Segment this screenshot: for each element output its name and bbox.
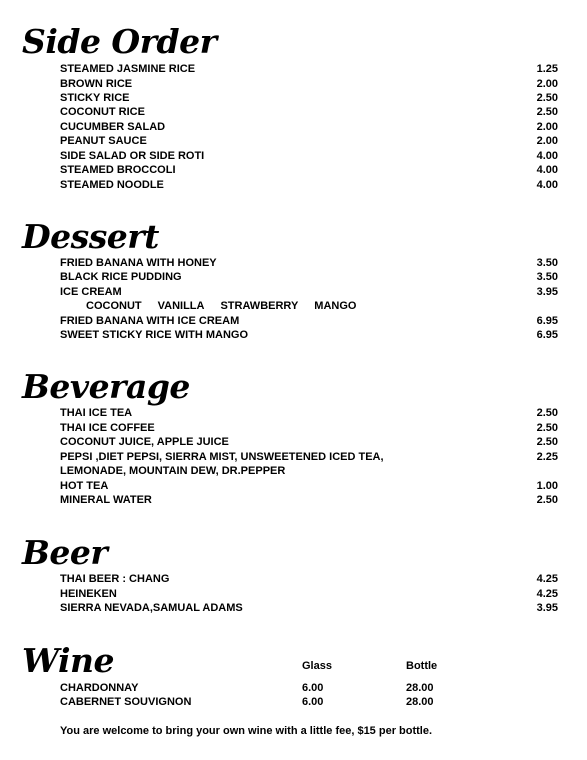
wine-bottle-price: 28.00 xyxy=(406,696,434,708)
item-name: LEMONADE, MOUNTAIN DEW, DR.PEPPER xyxy=(60,465,286,477)
menu-item xyxy=(60,587,558,602)
item-price: 4.00 xyxy=(536,179,558,191)
item-name: SIERRA NEVADA,SAMUAL ADAMS xyxy=(60,602,243,614)
wine-glass-header: Glass xyxy=(302,660,332,672)
item-price: 3.50 xyxy=(536,257,558,269)
item-price: 3.50 xyxy=(536,271,558,283)
menu-item xyxy=(60,270,558,285)
item-name: THAI BEER : CHANG xyxy=(60,573,170,585)
item-name: COCONUT RICE xyxy=(60,106,145,118)
item-price: 6.95 xyxy=(536,315,558,327)
menu-item xyxy=(60,328,558,343)
item-price: 1.00 xyxy=(536,480,558,492)
item-price: 3.95 xyxy=(536,602,558,614)
side-order-heading: Side Order xyxy=(22,22,217,61)
wine-glass-price: 6.00 xyxy=(302,682,324,694)
wine-name: CABERNET SOUVIGNON xyxy=(60,696,192,708)
wine-glass-price: 6.00 xyxy=(302,696,324,708)
dessert-heading: Dessert xyxy=(22,217,159,256)
item-price: 4.25 xyxy=(536,588,558,600)
menu-item xyxy=(60,285,558,300)
menu-item xyxy=(60,91,558,106)
wine-heading: Wine xyxy=(22,641,115,680)
item-name: HEINEKEN xyxy=(60,588,117,600)
menu-item xyxy=(60,572,558,587)
item-name: ICE CREAM xyxy=(60,286,122,298)
item-name: STEAMED JASMINE RICE xyxy=(60,63,196,75)
beer-heading: Beer xyxy=(22,533,108,572)
item-name: SWEET STICKY RICE WITH MANGO xyxy=(60,329,249,341)
menu-item xyxy=(60,406,558,421)
menu-item xyxy=(60,464,558,479)
item-price: 2.00 xyxy=(536,135,558,147)
wine-name: CHARDONNAY xyxy=(60,682,139,694)
item-price: 2.50 xyxy=(536,422,558,434)
item-price: 4.00 xyxy=(536,164,558,176)
item-name: THAI ICE COFFEE xyxy=(60,422,155,434)
menu-item xyxy=(60,421,558,436)
beverage-heading: Beverage xyxy=(22,367,190,406)
item-name: PEPSI ,DIET PEPSI, SIERRA MIST, UNSWEETENED ICED TEA, xyxy=(60,451,384,463)
wine-bottle-price: 28.00 xyxy=(406,682,434,694)
menu-item xyxy=(60,149,558,164)
item-price: 1.25 xyxy=(536,63,558,75)
item-name: FRIED BANANA WITH ICE CREAM xyxy=(60,315,240,327)
item-name: COCONUT JUICE, APPLE JUICE xyxy=(60,436,229,448)
item-price: 2.50 xyxy=(536,106,558,118)
item-name: SIDE SALAD OR SIDE ROTI xyxy=(60,150,205,162)
flavor: STRAWBERRY xyxy=(220,300,299,312)
item-name: STICKY RICE xyxy=(60,92,130,104)
menu-item xyxy=(60,435,558,450)
item-price: 2.50 xyxy=(536,494,558,506)
menu-item xyxy=(60,105,558,120)
item-price: 2.50 xyxy=(536,436,558,448)
menu-item xyxy=(60,178,558,193)
item-name: FRIED BANANA WITH HONEY xyxy=(60,257,217,269)
item-name: PEANUT SAUCE xyxy=(60,135,147,147)
item-name: STEAMED BROCCOLI xyxy=(60,164,176,176)
item-price: 2.50 xyxy=(536,407,558,419)
menu-item xyxy=(60,601,558,616)
item-price: 3.95 xyxy=(536,286,558,298)
menu-item xyxy=(60,120,558,135)
wine-bottle-header: Bottle xyxy=(406,660,438,672)
item-name: BLACK RICE PUDDING xyxy=(60,271,182,283)
item-name: BROWN RICE xyxy=(60,78,133,90)
menu-item xyxy=(60,134,558,149)
menu-item xyxy=(60,62,558,77)
menu-item xyxy=(60,493,558,508)
item-price: 2.25 xyxy=(536,451,558,463)
item-price: 2.00 xyxy=(536,121,558,133)
menu-item xyxy=(60,450,558,465)
item-name: CUCUMBER SALAD xyxy=(60,121,166,133)
menu-item xyxy=(60,314,558,329)
menu-item xyxy=(60,479,558,494)
item-name: STEAMED NOODLE xyxy=(60,179,164,191)
item-price: 4.00 xyxy=(536,150,558,162)
menu-item xyxy=(60,77,558,92)
item-price: 6.95 xyxy=(536,329,558,341)
item-name: THAI ICE TEA xyxy=(60,407,133,419)
item-name: HOT TEA xyxy=(60,480,109,492)
flavor: COCONUT xyxy=(86,300,142,312)
ice-cream-flavors xyxy=(86,299,372,314)
byob-note: You are welcome to bring your own wine with a little fee, $15 per bottle. xyxy=(60,725,433,737)
item-price: 2.50 xyxy=(536,92,558,104)
menu-item xyxy=(60,256,558,271)
item-name: MINERAL WATER xyxy=(60,494,152,506)
flavor: VANILLA xyxy=(157,300,205,312)
item-price: 4.25 xyxy=(536,573,558,585)
item-price: 2.00 xyxy=(536,78,558,90)
flavor: MANGO xyxy=(314,300,357,312)
menu-item xyxy=(60,163,558,178)
